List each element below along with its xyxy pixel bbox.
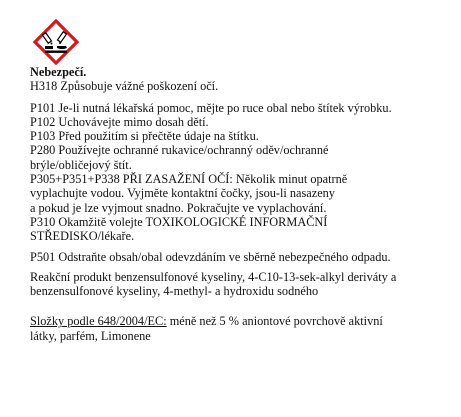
- precautionary-line: P280 Používejte ochranné rukavice/ochranný oděv/ochranné: [30, 143, 329, 158]
- precautionary-line: a pokud je lze vyjmout snadno. Pokračujte ve vyplachování.: [30, 200, 327, 215]
- precautionary-line: STŘEDISKO/lékaře.: [30, 229, 135, 244]
- reaction-product-line: benzensulfonové kyseliny, 4-methyl- a hydroxidu sodného: [30, 284, 319, 299]
- precautionary-line: P310 Okamžitě volejte TOXIKOLOGICKÉ INFORMAČNÍ: [30, 214, 328, 229]
- hazard-statement: H318 Způsobuje vážné poškození očí.: [30, 79, 219, 94]
- precautionary-line: P103 Před použitím si přečtěte údaje na štítku.: [30, 129, 259, 144]
- signal-word: Nebezpečí.: [30, 65, 87, 79]
- composition: [30, 314, 435, 343]
- composition-text: méně než 5 % aniontové povrchově aktivní: [166, 314, 383, 329]
- corrosion-icon: [33, 19, 79, 65]
- reaction-product-line: Reakční produkt benzensulfonové kyseliny, 4-C10-13-sek-alkyl deriváty a: [30, 269, 397, 284]
- precautionary-statements: [30, 101, 435, 244]
- precautionary-line: P101 Je-li nutná lékařská pomoc, mějte po ruce obal nebo štítek výrobku.: [30, 100, 392, 115]
- precautionary-line: P102 Uchovávejte mimo dosah dětí.: [30, 114, 209, 129]
- composition-line: látky, parfém, Limonene: [30, 328, 151, 343]
- disposal-statement: P501 Odstraňte obsah/obal odevzdáním ve sběrně nebezpečného odpadu.: [30, 249, 391, 264]
- safety-label: [30, 19, 435, 343]
- composition-label: Složky podle 648/2004/EC:: [30, 314, 167, 329]
- composition-line: [30, 314, 435, 328]
- precautionary-line: P305+P351+P338 PŘI ZASAŽENÍ OČÍ: Několik minut opatrně: [30, 172, 348, 187]
- precautionary-line: vyplachujte vodou. Vyjměte kontaktní čočky, jsou-li nasazeny: [30, 186, 335, 201]
- reaction-product: [30, 270, 435, 299]
- precautionary-line: brýle/obličejový štít.: [30, 157, 132, 172]
